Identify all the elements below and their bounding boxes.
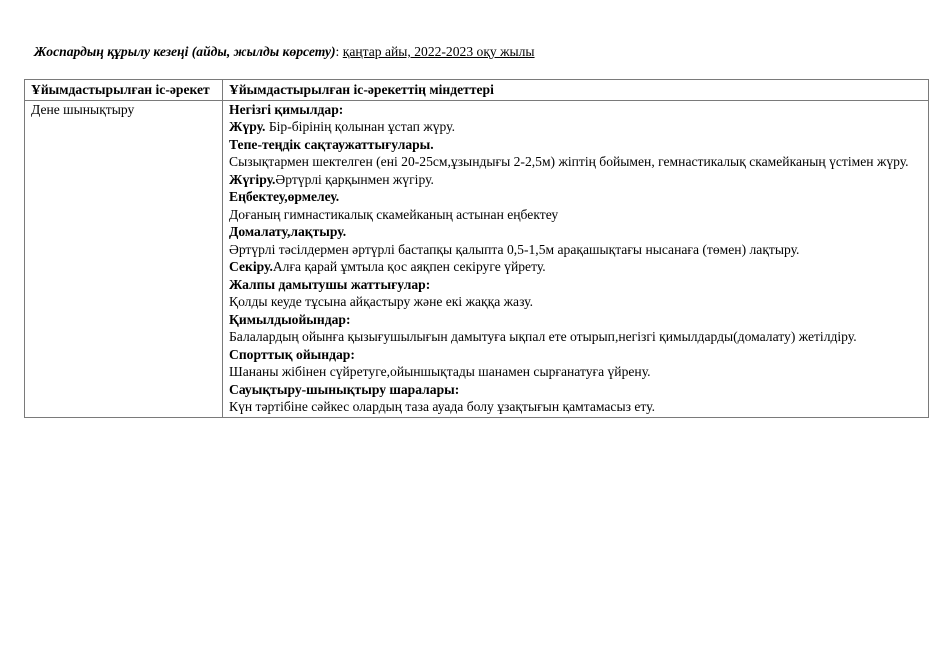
plan-period-separator: : [335, 44, 343, 59]
sports-games-title: Спорттық ойындар: [229, 346, 355, 362]
jumping-title: Секіру. [229, 259, 273, 274]
walking-paragraph [229, 118, 922, 136]
sports-games-text: Шананы жібінен сүйретуге,ойыншықтады шанамен сырғанатуға үйрену. [229, 364, 651, 379]
crawling-title: Еңбектеу,өрмелеу. [229, 189, 340, 204]
jumping-paragraph [229, 258, 922, 276]
jumping-text: Алға қарай ұмтыла қос аяқпен секіруге үйрету. [272, 259, 546, 274]
throwing-text: Әртүрлі тәсілдермен әртүрлі бастапқы қалыпта 0,5-1,5м арақашықтағы нысанаға (төмен) лақтыру. [229, 241, 800, 257]
column-header-tasks: Ұйымдастырылған іс-әрекеттің міндеттері [223, 80, 929, 101]
plan-period-value: қаңтар айы, 2022-2023 оқу жылы [342, 44, 535, 59]
health-measures-title: Сауықтыру-шынықтыру шаралары: [229, 381, 460, 397]
plan-table [24, 79, 929, 418]
running-paragraph [229, 171, 922, 189]
table-row [25, 100, 929, 417]
walking-text: Бір-бірінің қолынан ұстап жүру. [265, 119, 455, 134]
walking-title: Жүру. [229, 119, 266, 134]
plan-period-label: Жоспардың құрылу кезеңі (айды, жылды көрсету) [34, 44, 336, 59]
table-header-row [25, 80, 929, 101]
movement-games-text: Балалардың ойынға қызығушылығын дамытуға ықпал ете отырып,негізгі қимылдарды(домалату) жетілдіру. [229, 329, 857, 344]
running-title: Жүгіру. [229, 171, 276, 187]
activity-cell: Дене шынықтыру [25, 100, 223, 417]
general-exercises-text: Қолды кеуде тұсына айқастыру және екі жаққа жазу. [229, 294, 533, 309]
running-text: Әртүрлі қарқынмен жүгіру. [275, 171, 434, 187]
tasks-cell [223, 100, 929, 417]
movement-games-title: Қимылдыойындар: [229, 311, 351, 327]
health-measures-text: Күн тәртібіне сәйкес олардың таза ауада болу ұзақтығын қамтамасыз ету. [229, 399, 655, 414]
column-header-activity: Ұйымдастырылған іс-әрекет [25, 80, 223, 101]
main-movements-title: Негізгі қимылдар: [229, 101, 344, 117]
crawling-text: Доғаның гимнастикалық скамейканың астынан еңбектеу [229, 206, 559, 222]
plan-period-line [34, 43, 535, 61]
balance-text: Сызықтармен шектелген (ені 20-25см,ұзындығы 2-2,5м) жіптің бойымен, гемнастикалық скамейканың үстімен жүру. [229, 154, 909, 169]
balance-title: Тепе-теңдік сақтаужаттығулары. [229, 136, 434, 152]
throwing-title: Домалату,лақтыру. [229, 224, 347, 239]
general-exercises-title: Жалпы дамытушы жаттығулар: [229, 276, 431, 292]
